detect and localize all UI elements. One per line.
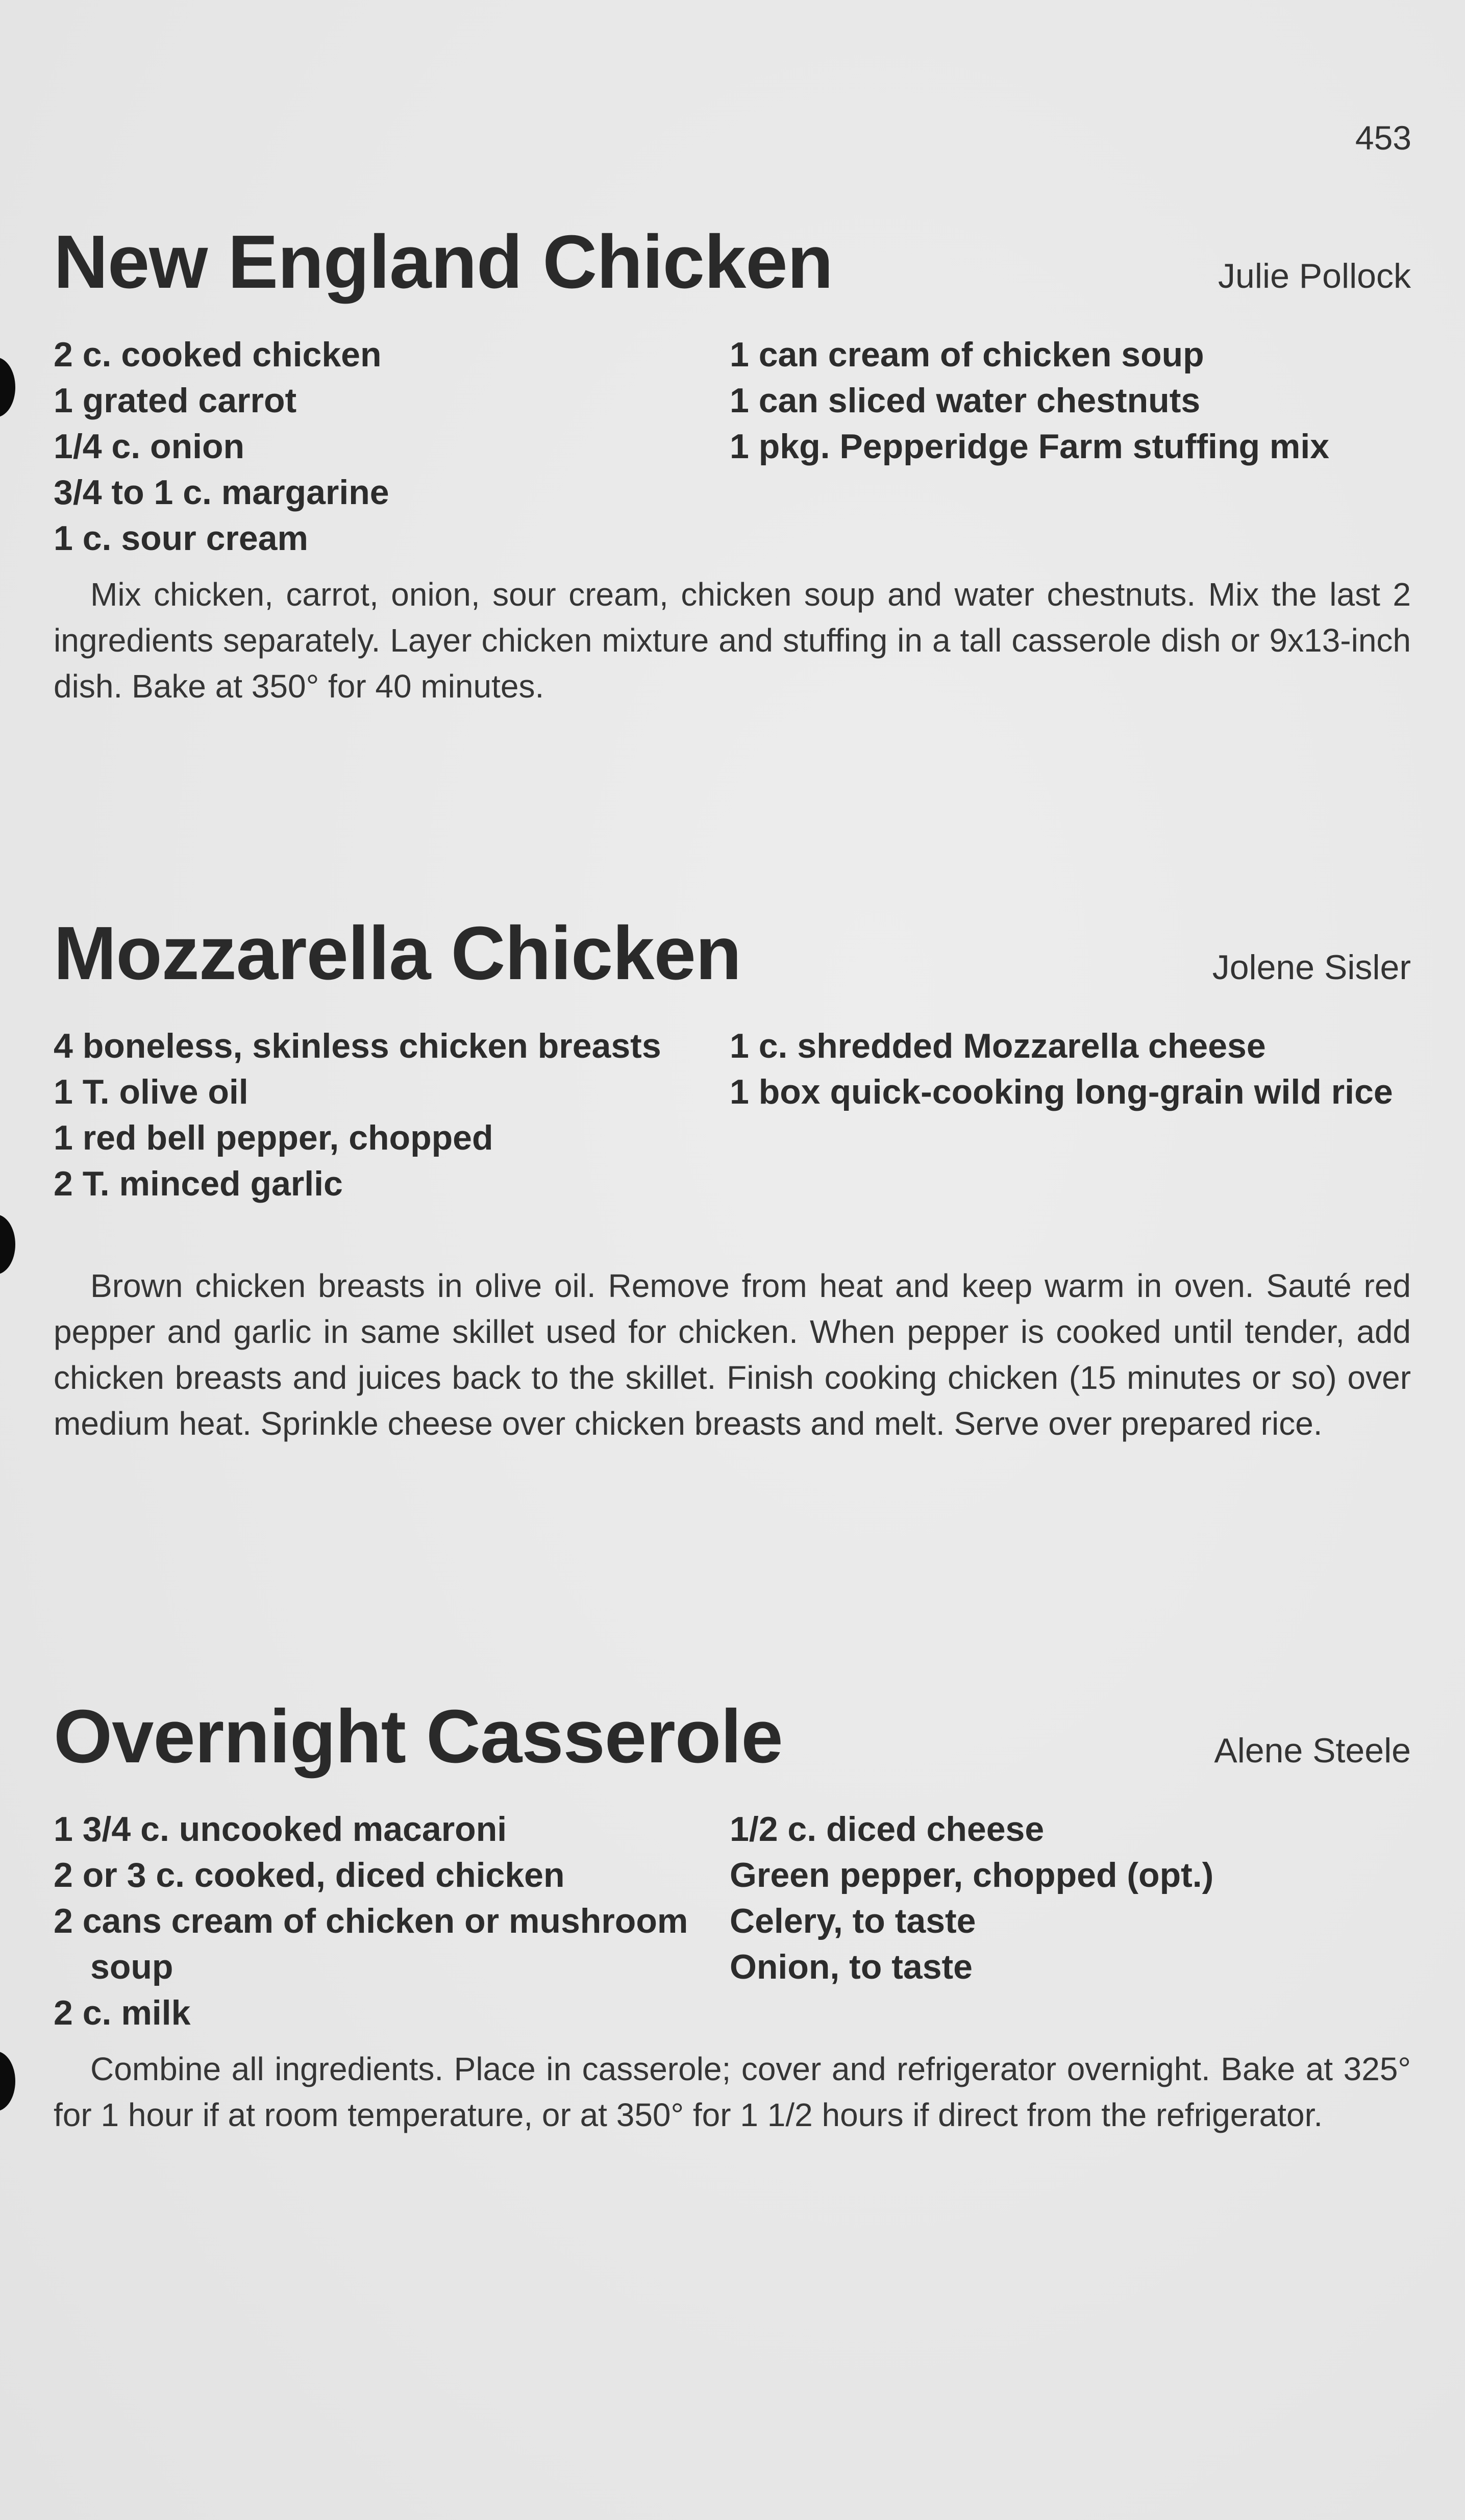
ingredient-item: 1 c. shredded Mozzarella cheese — [730, 1027, 1266, 1065]
recipe-author: Alene Steele — [1214, 1731, 1411, 1770]
ingredient-item: Green pepper, chopped (opt.) — [730, 1856, 1214, 1894]
ingredient-item: 2 T. minced garlic — [54, 1164, 343, 1203]
ingredient-item: 1 T. olive oil — [54, 1072, 249, 1111]
ingredient-item: 1 grated carrot — [54, 381, 297, 420]
ingredients-right-column — [730, 332, 1408, 469]
recipe-header — [54, 1694, 1411, 1786]
ingredient-item: 1 pkg. Pepperidge Farm stuffing mix — [730, 427, 1330, 466]
ingredients-left-column — [54, 1806, 717, 2036]
recipe-directions: Brown chicken breasts in olive oil. Remove from heat and keep warm in oven. Sauté red pepper and garlic in same skillet used for chicken. When pepper is cooked until tender, add chicken breasts and juices back to the skillet. Finish cooking chicken (15 minutes or so) over medium heat. Sprinkle cheese over chicken breasts and melt. Serve over prepared rice. — [54, 1267, 1411, 1442]
ingredient-item: 1 box quick-cooking long-grain wild rice — [730, 1072, 1393, 1111]
ingredient-item: 1 can cream of chicken soup — [730, 335, 1204, 374]
recipe-title: Overnight Casserole — [54, 1694, 783, 1779]
ingredient-item: 1/2 c. diced cheese — [730, 1810, 1045, 1849]
recipe-header — [54, 911, 1411, 1003]
recipe-author: Julie Pollock — [1218, 257, 1411, 295]
recipe-overnight-casserole — [54, 1694, 1411, 2138]
recipe-mozzarella-chicken — [54, 911, 1411, 1446]
ingredient-item: 1/4 c. onion — [54, 427, 245, 466]
recipe-new-england-chicken — [54, 220, 1411, 709]
binder-hole — [0, 357, 15, 417]
ingredient-item: 1 c. sour cream — [54, 519, 308, 558]
binder-hole — [0, 1214, 15, 1275]
ingredients-list — [54, 1023, 1411, 1263]
recipe-title: New England Chicken — [54, 220, 833, 304]
ingredients-left-column — [54, 332, 717, 561]
ingredients-right-column — [730, 1023, 1408, 1115]
binder-hole — [0, 2051, 15, 2111]
ingredient-item: 1 3/4 c. uncooked macaroni — [54, 1810, 507, 1849]
ingredient-item: 2 c. cooked chicken — [54, 335, 382, 374]
ingredients-list — [54, 1806, 1411, 2046]
ingredient-item: Onion, to taste — [730, 1948, 973, 1986]
recipe-header — [54, 220, 1411, 311]
ingredient-item: 4 boneless, skinless chicken breasts — [54, 1027, 661, 1065]
ingredients-right-column — [730, 1806, 1408, 1990]
ingredient-item: 2 cans cream of chicken or mushroom soup — [54, 1902, 688, 1986]
recipe-directions: Combine all ingredients. Place in casserole; cover and refrigerator overnight. Bake at 325° for 1 hour if at room temperature, or at 350° for 1 1/2 hours if direct from the refrigerator. — [54, 2051, 1411, 2133]
ingredient-item: 2 or 3 c. cooked, diced chicken — [54, 1856, 565, 1894]
page-number: 453 — [1355, 119, 1411, 157]
recipe-directions: Mix chicken, carrot, onion, sour cream, chicken soup and water chestnuts. Mix the last 2 ingredients separately. Layer chicken mixture and stuffing in a tall casserole dish or 9x13-inch dish. Bake at 350° for 40 minutes. — [54, 576, 1411, 705]
ingredients-list — [54, 332, 1411, 571]
ingredient-item: 3/4 to 1 c. margarine — [54, 473, 389, 512]
ingredient-item: 1 can sliced water chestnuts — [730, 381, 1201, 420]
ingredient-item: 1 red bell pepper, chopped — [54, 1118, 493, 1157]
ingredient-item: Celery, to taste — [730, 1902, 976, 1940]
ingredients-left-column — [54, 1023, 717, 1207]
ingredient-item: 2 c. milk — [54, 1993, 191, 2032]
recipe-author: Jolene Sisler — [1212, 948, 1411, 987]
recipe-title: Mozzarella Chicken — [54, 911, 741, 995]
